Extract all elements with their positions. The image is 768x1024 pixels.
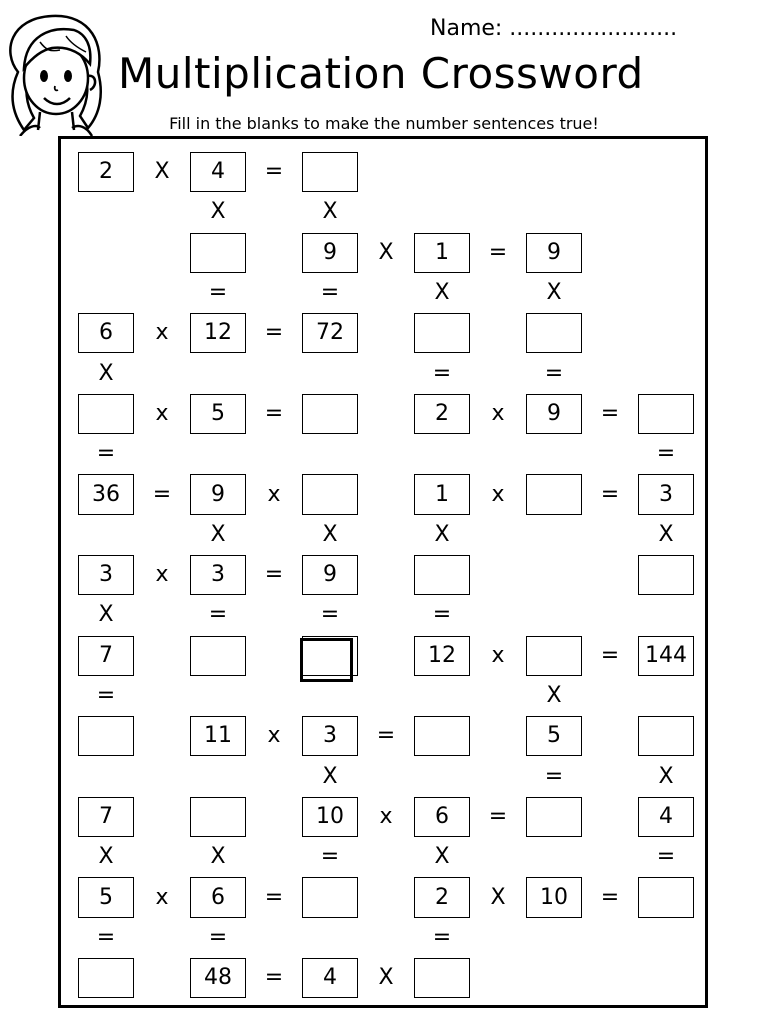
equals-sign: = xyxy=(600,884,620,910)
answer-blank[interactable] xyxy=(526,474,582,514)
equals-sign: = xyxy=(264,159,284,185)
answer-blank[interactable] xyxy=(414,716,470,756)
answer-blank[interactable] xyxy=(302,877,358,917)
given-number: 6 xyxy=(190,877,246,917)
answer-blank[interactable] xyxy=(190,797,246,837)
equals-sign: = xyxy=(152,481,172,507)
equals-sign: = xyxy=(432,602,452,628)
equals-sign: = xyxy=(488,803,508,829)
answer-blank[interactable] xyxy=(638,716,694,756)
equals-sign: = xyxy=(96,441,116,467)
given-number: 1 xyxy=(414,233,470,273)
times-sign: x xyxy=(379,803,393,829)
times-sign: X xyxy=(546,280,562,306)
times-sign: x xyxy=(491,481,505,507)
given-number: 2 xyxy=(78,152,134,192)
given-number: 9 xyxy=(526,233,582,273)
answer-blank[interactable] xyxy=(414,958,470,998)
times-sign: X xyxy=(98,360,114,386)
times-sign: X xyxy=(658,763,674,789)
answer-blank[interactable] xyxy=(414,313,470,353)
times-sign: X xyxy=(434,280,450,306)
given-number: 9 xyxy=(302,233,358,273)
times-sign: X xyxy=(210,521,226,547)
given-number: 48 xyxy=(190,958,246,998)
answer-blank[interactable] xyxy=(190,233,246,273)
given-number: 5 xyxy=(78,877,134,917)
answer-blank[interactable] xyxy=(302,152,358,192)
given-number: 3 xyxy=(638,474,694,514)
equals-sign: = xyxy=(600,400,620,426)
equals-sign: = xyxy=(544,360,564,386)
equals-sign: = xyxy=(264,320,284,346)
given-number: 6 xyxy=(414,797,470,837)
equals-sign: = xyxy=(376,723,396,749)
answer-blank[interactable] xyxy=(526,797,582,837)
given-number: 9 xyxy=(190,474,246,514)
equals-sign: = xyxy=(488,239,508,265)
times-sign: X xyxy=(658,521,674,547)
times-sign: X xyxy=(378,239,394,265)
equals-sign: = xyxy=(264,884,284,910)
worksheet-title: Multiplication Crossword xyxy=(118,49,644,98)
given-number: 11 xyxy=(190,716,246,756)
answer-blank[interactable] xyxy=(414,555,470,595)
given-number: 12 xyxy=(414,636,470,676)
times-sign: X xyxy=(378,965,394,991)
times-sign: X xyxy=(434,844,450,870)
times-sign: X xyxy=(322,763,338,789)
answer-blank[interactable] xyxy=(638,555,694,595)
times-sign: X xyxy=(546,683,562,709)
given-number: 1 xyxy=(414,474,470,514)
answer-blank[interactable] xyxy=(526,313,582,353)
equals-sign: = xyxy=(96,924,116,950)
equals-sign: = xyxy=(208,602,228,628)
times-sign: X xyxy=(210,199,226,225)
equals-sign: = xyxy=(208,280,228,306)
given-number: 5 xyxy=(190,394,246,434)
given-number: 72 xyxy=(302,313,358,353)
given-number: 2 xyxy=(414,394,470,434)
highlighted-answer-box[interactable] xyxy=(300,638,353,682)
given-number: 7 xyxy=(78,797,134,837)
given-number: 10 xyxy=(302,797,358,837)
equals-sign: = xyxy=(264,965,284,991)
times-sign: X xyxy=(434,521,450,547)
given-number: 4 xyxy=(302,958,358,998)
answer-blank[interactable] xyxy=(302,474,358,514)
times-sign: x xyxy=(491,400,505,426)
given-number: 3 xyxy=(78,555,134,595)
answer-blank[interactable] xyxy=(78,958,134,998)
given-number: 10 xyxy=(526,877,582,917)
equals-sign: = xyxy=(544,763,564,789)
answer-blank[interactable] xyxy=(526,636,582,676)
given-number: 7 xyxy=(78,636,134,676)
given-number: 36 xyxy=(78,474,134,514)
given-number: 9 xyxy=(526,394,582,434)
given-number: 3 xyxy=(190,555,246,595)
given-number: 4 xyxy=(638,797,694,837)
equals-sign: = xyxy=(432,360,452,386)
equals-sign: = xyxy=(600,481,620,507)
given-number: 9 xyxy=(302,555,358,595)
name-field[interactable]: Name: ........................ xyxy=(430,16,678,41)
instructions: Fill in the blanks to make the number sentences true! xyxy=(169,114,599,133)
given-number: 144 xyxy=(638,636,694,676)
times-sign: X xyxy=(210,844,226,870)
times-sign: x xyxy=(267,481,281,507)
given-number: 12 xyxy=(190,313,246,353)
times-sign: X xyxy=(322,199,338,225)
given-number: 2 xyxy=(414,877,470,917)
given-number: 6 xyxy=(78,313,134,353)
answer-blank[interactable] xyxy=(78,394,134,434)
answer-blank[interactable] xyxy=(78,716,134,756)
equals-sign: = xyxy=(432,924,452,950)
given-number: 5 xyxy=(526,716,582,756)
equals-sign: = xyxy=(320,844,340,870)
equals-sign: = xyxy=(656,441,676,467)
times-sign: x xyxy=(267,723,281,749)
equals-sign: = xyxy=(96,683,116,709)
equals-sign: = xyxy=(320,280,340,306)
equals-sign: = xyxy=(600,642,620,668)
equals-sign: = xyxy=(264,400,284,426)
times-sign: x xyxy=(155,320,169,346)
times-sign: X xyxy=(490,884,506,910)
given-number: 3 xyxy=(302,716,358,756)
times-sign: X xyxy=(98,602,114,628)
answer-blank[interactable] xyxy=(638,394,694,434)
times-sign: x xyxy=(491,642,505,668)
answer-blank[interactable] xyxy=(638,877,694,917)
times-sign: X xyxy=(98,844,114,870)
given-number: 4 xyxy=(190,152,246,192)
times-sign: x xyxy=(155,400,169,426)
equals-sign: = xyxy=(656,844,676,870)
times-sign: X xyxy=(322,521,338,547)
times-sign: x xyxy=(155,562,169,588)
equals-sign: = xyxy=(320,602,340,628)
equals-sign: = xyxy=(208,924,228,950)
answer-blank[interactable] xyxy=(190,636,246,676)
answer-blank[interactable] xyxy=(302,394,358,434)
equals-sign: = xyxy=(264,562,284,588)
times-sign: X xyxy=(154,159,170,185)
times-sign: x xyxy=(155,884,169,910)
